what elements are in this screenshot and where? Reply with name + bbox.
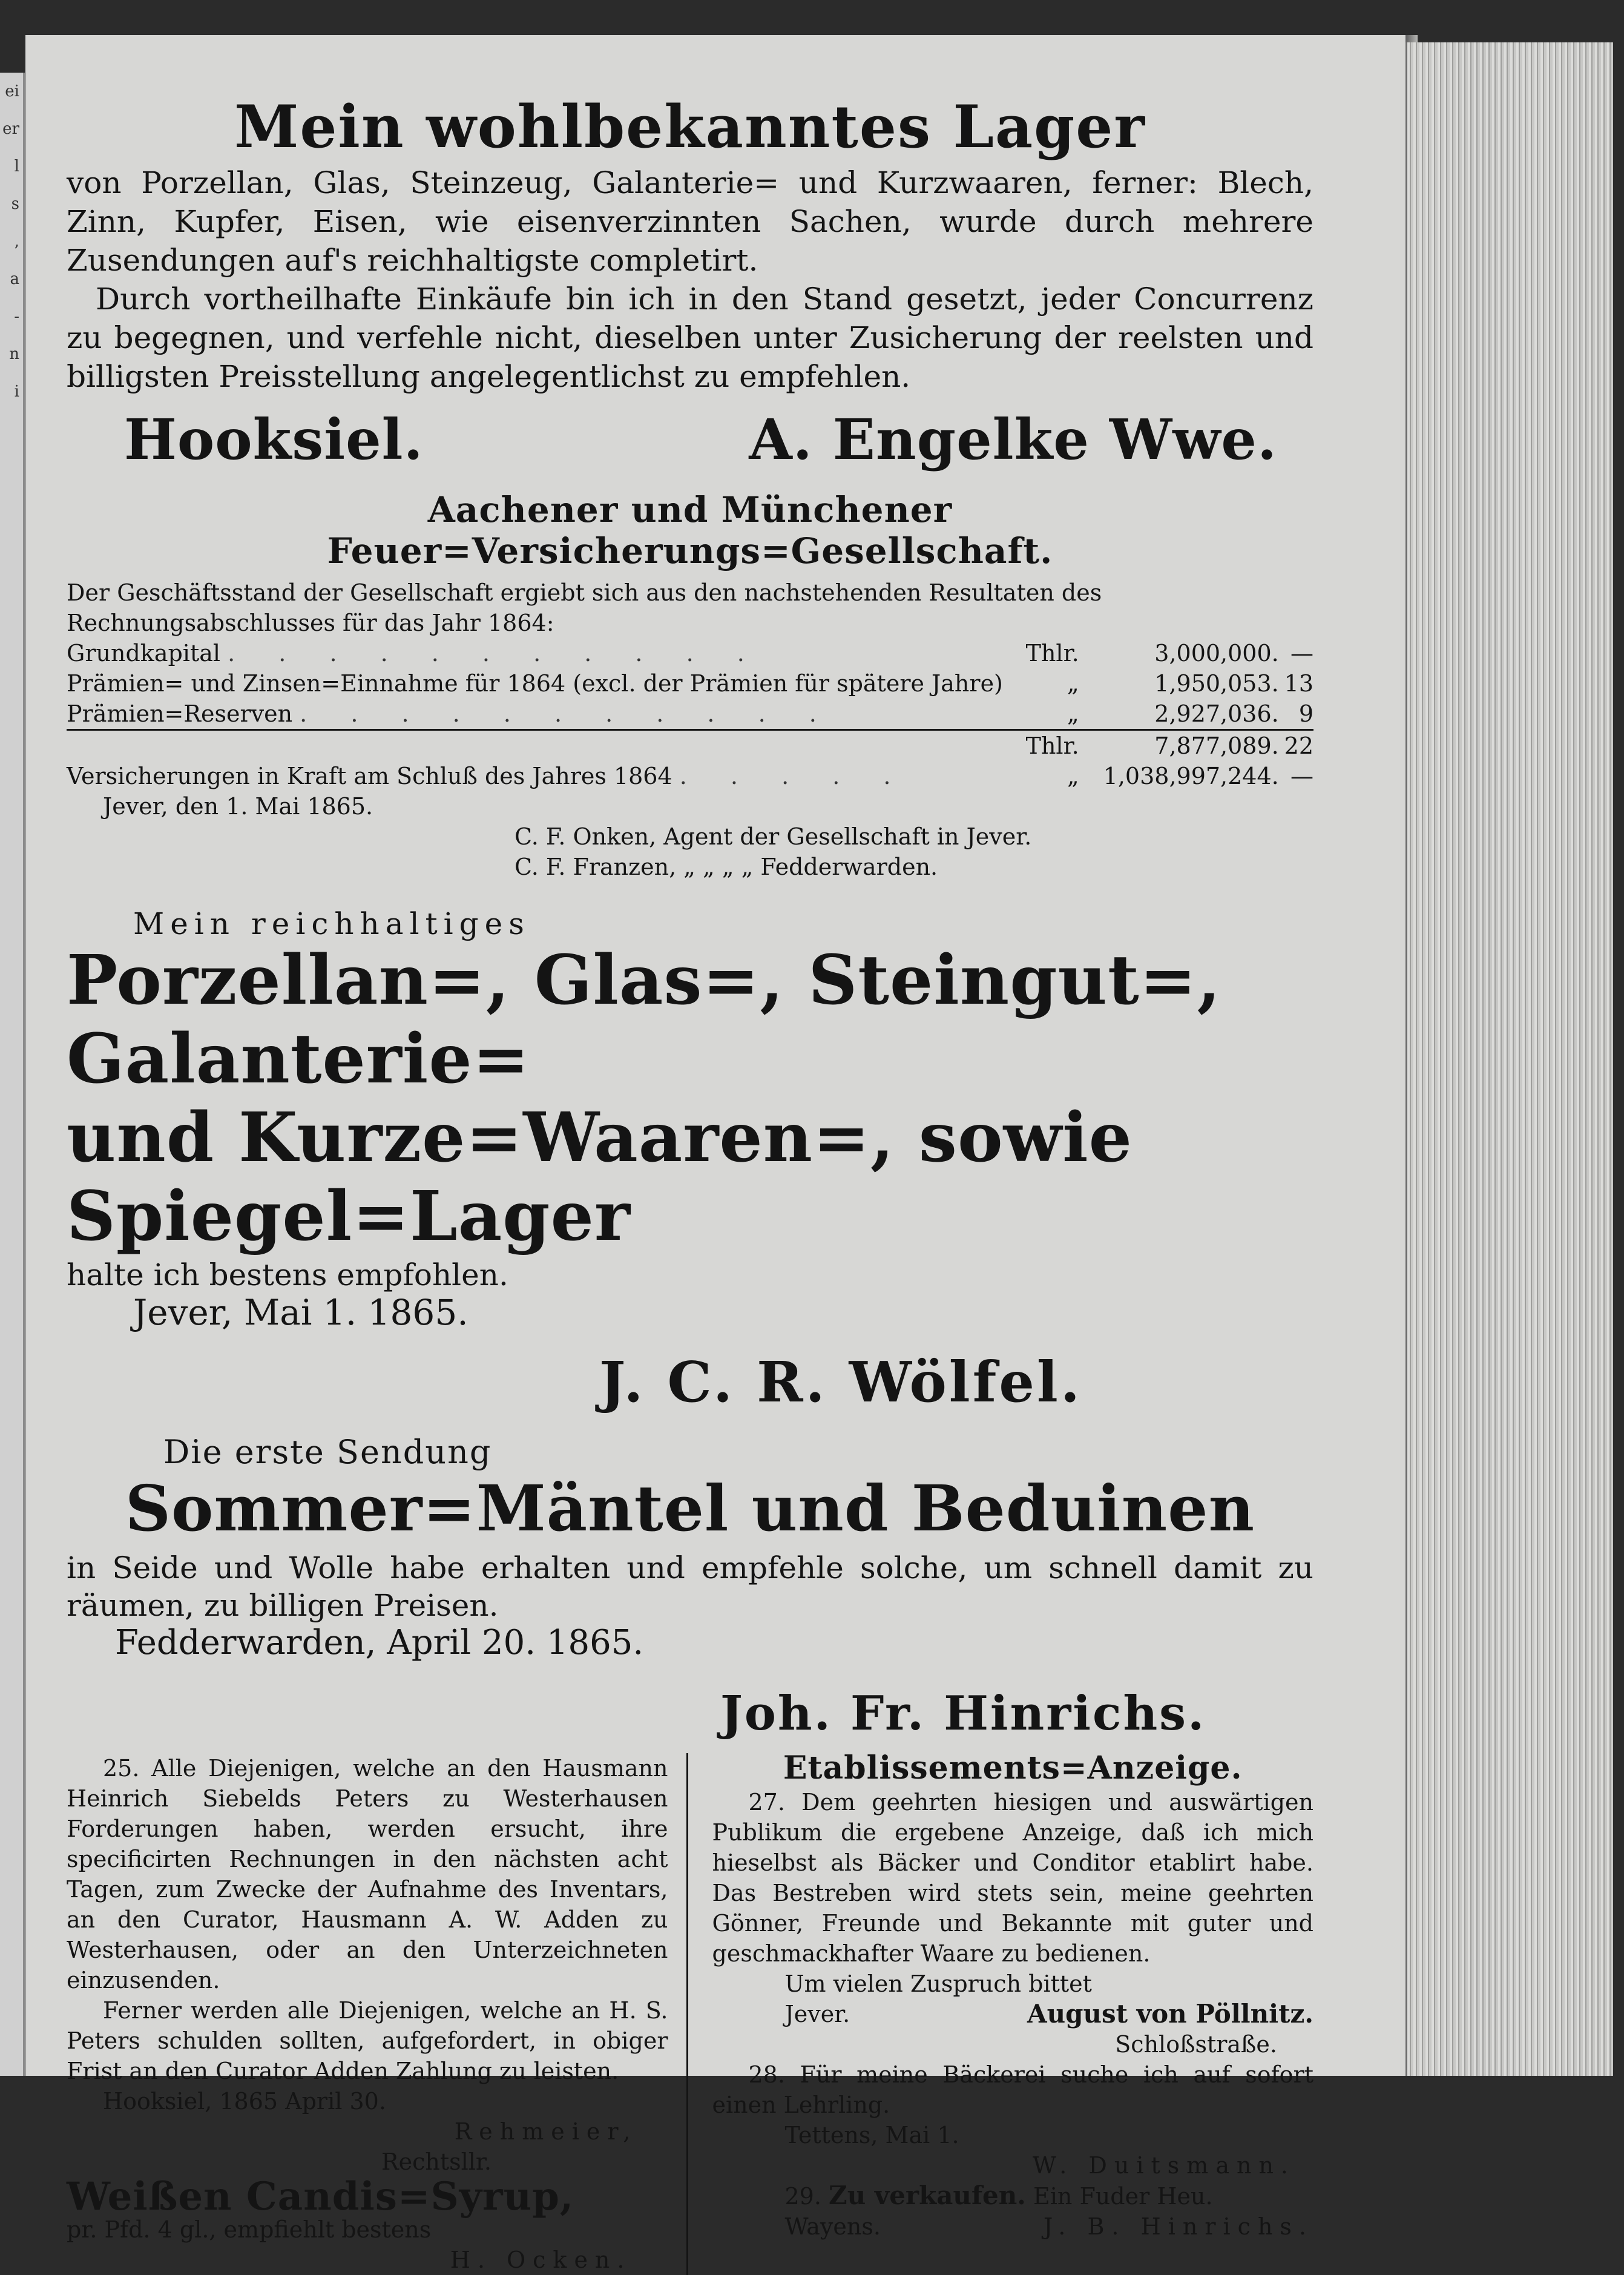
- notice-29: [785, 2181, 1314, 2211]
- insured-amount: 1,038,997,244.: [1103, 763, 1279, 789]
- syrup-text: pr. Pfd. 4 gl., empfiehlt bestens: [67, 2216, 432, 2243]
- syrup-signer: H. Ocken.: [450, 2247, 632, 2273]
- insurance-advertisement: [67, 489, 1313, 882]
- insured-label: Versicherungen in Kraft am Schluß des Jahres 1864 . . . . .: [67, 763, 909, 789]
- margin-fragment: ,: [14, 232, 19, 251]
- porzellan-line-3: halte ich bestens empfohlen.: [67, 1257, 508, 1292]
- notice-25-signer: Rehmeier,: [454, 2118, 638, 2145]
- notice-28: 28. Für meine Bäckerei suche ich auf sofort einen Lehrling.: [712, 2061, 1313, 2118]
- notice-27-signer: August von Pöllnitz.: [1027, 1999, 1313, 2029]
- total-amount: 7,877,089.: [1103, 730, 1279, 762]
- right-column: [686, 1750, 1314, 2275]
- insured-cents: —: [1290, 763, 1313, 789]
- page-content: [67, 91, 1313, 2275]
- porzellan-advertisement: [67, 906, 1313, 1415]
- lager-signature-row: [67, 407, 1313, 472]
- notice-25-signer-title: Rechtsllr.: [381, 2148, 492, 2175]
- porzellan-line-1: Porzellan=, Glas=, Steingut=, Galanterie=: [67, 941, 1221, 1099]
- notice-28-date: Tettens, Mai 1.: [784, 2122, 959, 2148]
- row-cents: —: [1290, 640, 1313, 667]
- lager-signature: A. Engelke Wwe.: [749, 407, 1277, 472]
- insurance-agent-1: C. F. Onken, Agent der Gesellschaft in Jever.: [514, 823, 1032, 850]
- notice-28-signer: W. Duitsmann.: [1032, 2152, 1295, 2179]
- notice-27-closing: Um vielen Zuspruch bittet: [784, 1970, 1092, 1997]
- sommer-title: Sommer=Mäntel und Beduinen: [125, 1471, 1255, 1546]
- row-amount: 3,000,000.: [1154, 640, 1279, 667]
- margin-fragment: i: [14, 383, 19, 401]
- notice-27: 27. Dem geehrten hiesigen und auswärtigen Publikum die ergebene Anzeige, daß ich mich hieselbst als Bäcker und Conditor etablirt habe. Das Bestreben wird stets sein, meine geehrten Gönner, Freunde und Bekannte mit guter und geschmackhafter Waare zu bedienen.: [712, 1789, 1313, 1967]
- adjacent-page-sliver: [0, 73, 25, 2076]
- notice-29-text: Ein Fuder Heu.: [1033, 2183, 1213, 2210]
- porzellan-date: Jever, Mai 1. 1865.: [133, 1292, 468, 1333]
- total-unit: Thlr.: [1003, 730, 1103, 762]
- notice-25-continued: Ferner werden alle Diejenigen, welche an H. S. Peters schulden sollten, aufgefordert, in obiger Frist an den Curator Adden Zahlung zu leisten.: [67, 1997, 668, 2084]
- table-row: [67, 699, 1313, 730]
- margin-fragment: l: [14, 157, 19, 176]
- sommer-date: Fedderwarden, April 20. 1865.: [115, 1623, 644, 1662]
- row-unit: „: [1067, 700, 1079, 727]
- porzellan-intro: Mein reichhaltiges: [133, 906, 530, 941]
- left-column: [67, 1753, 686, 2275]
- row-label: Grundkapital . . . . . . . . . . .: [67, 640, 763, 667]
- total-cents: 22: [1279, 730, 1313, 762]
- insurance-title: Aachener und Münchener Feuer=Versicherungs=Gesellschaft.: [327, 489, 1053, 571]
- margin-fragment: er: [2, 120, 19, 138]
- lager-paragraph-1: von Porzellan, Glas, Steinzeug, Galanterie= und Kurzwaaren, ferner: Blech, Zinn, Kupfer, Eisen, wie eisenverzinnten Sachen, wurde durch mehrere Zusendungen auf's reichhaltigste completirt.: [67, 165, 1313, 278]
- insured-unit: „: [1067, 763, 1079, 789]
- row-amount: 1,950,053.: [1154, 670, 1279, 697]
- establishment-title: Etablissements=Anzeige.: [783, 1750, 1243, 1786]
- porzellan-signature: J. C. R. Wölfel.: [599, 1349, 1082, 1415]
- lager-place: Hooksiel.: [124, 407, 424, 472]
- notice-25-date: Hooksiel, 1865 April 30.: [103, 2088, 386, 2115]
- insurance-table: [67, 638, 1313, 791]
- table-row: [67, 638, 1313, 668]
- porzellan-line-2: und Kurze=Waaren=, sowie Spiegel=Lager: [67, 1098, 1133, 1256]
- row-unit: „: [1067, 670, 1079, 697]
- sommer-signature: Joh. Fr. Hinrichs.: [720, 1686, 1206, 1741]
- notice-29-signature-row: [712, 2211, 1314, 2242]
- insured-row: [67, 761, 1313, 791]
- book-page-edges: [1405, 42, 1613, 2076]
- sommer-advertisement: [67, 1433, 1313, 1741]
- notice-29-number: 29.: [784, 2183, 821, 2210]
- notice-27-street: Schloßstraße.: [1115, 2031, 1277, 2058]
- row-label: Prämien=Reserven . . . . . . . . . . .: [67, 700, 835, 727]
- lager-paragraph-2: Durch vortheilhafte Einkäufe bin ich in den Stand gesetzt, jeder Concurrenz zu begegnen, und verfehle nicht, dieselben unter Zusicherung der reelsten und billigsten Preisstellung angelegentlichst zu empfehlen.: [67, 281, 1313, 394]
- margin-fragment: n: [9, 345, 19, 363]
- notice-27-signature-row: [712, 1999, 1314, 2029]
- lager-title: Mein wohlbekanntes Lager: [234, 93, 1146, 161]
- notice-29-signer: J. B. Hinrichs.: [1044, 2213, 1313, 2240]
- notice-29-place: Wayens.: [784, 2213, 881, 2240]
- notice-25: 25. Alle Diejenigen, welche an den Hausmann Heinrich Siebelds Peters zu Westerhausen Forderungen haben, werden ersucht, ihre specificirten Rechnungen in den nächsten acht Tagen, zum Zwecke der Aufnahme des Inventars, an den Curator, Hausmann A. W. Adden zu Westerhausen, oder an den Unterzeichneten einzusenden.: [67, 1755, 668, 1994]
- notices-columns: [67, 1750, 1313, 2275]
- notice-27-place: Jever.: [784, 2001, 850, 2027]
- lager-advertisement: [67, 91, 1313, 472]
- row-unit: Thlr.: [1025, 640, 1079, 667]
- table-row: [67, 668, 1313, 699]
- margin-fragment: -: [14, 308, 19, 326]
- row-cents: 9: [1298, 700, 1313, 727]
- syrup-title: Weißen Candis=Syrup,: [67, 2174, 574, 2219]
- insurance-date: Jever, den 1. Mai 1865.: [103, 793, 373, 820]
- sommer-intro: Die erste Sendung: [163, 1433, 492, 1471]
- total-row: [67, 730, 1313, 762]
- row-cents: 13: [1284, 670, 1313, 697]
- insurance-agent-2: C. F. Franzen, „ „ „ „ Fedderwarden.: [514, 854, 938, 880]
- sommer-text: in Seide und Wolle habe erhalten und empfehle solche, um schnell damit zu räumen, zu billigen Preisen.: [67, 1550, 1313, 1623]
- margin-fragment: a: [10, 270, 19, 288]
- row-amount: 2,927,036.: [1154, 700, 1279, 727]
- margin-fragment: ei: [5, 82, 19, 100]
- margin-fragment: s: [11, 195, 19, 213]
- insurance-intro: Der Geschäftsstand der Gesellschaft ergiebt sich aus den nachstehenden Resultaten des Rechnungsabschlusses für das Jahr 1864:: [67, 579, 1102, 636]
- row-label: Prämien= und Zinsen=Einnahme für 1864 (excl. der Prämien für spätere Jahre): [67, 670, 1003, 697]
- notice-29-heading: Zu verkaufen.: [829, 2181, 1026, 2210]
